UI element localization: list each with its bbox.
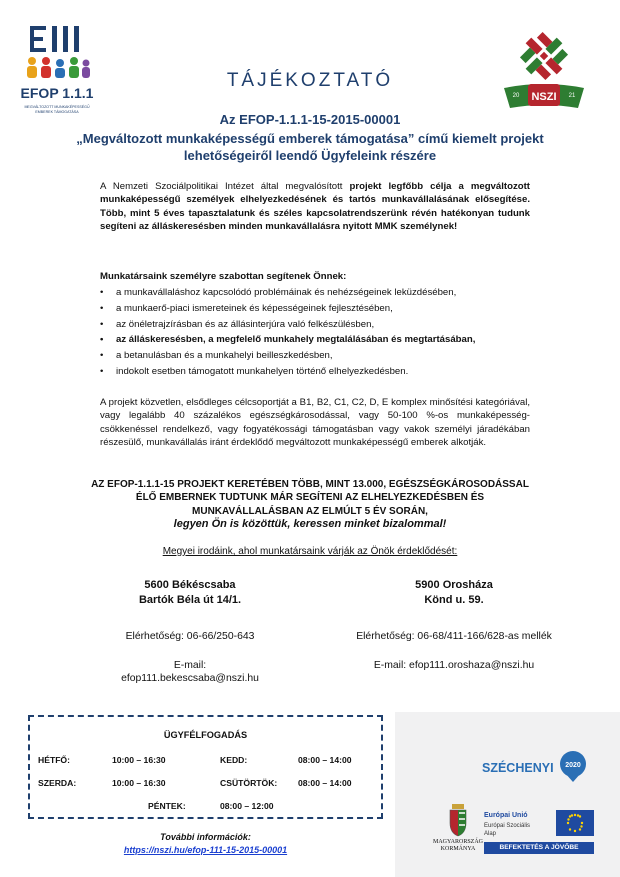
office-email-label: E-mail: xyxy=(173,660,207,671)
eu-flag-icon xyxy=(556,810,594,836)
eu-title: Európai Unió xyxy=(484,812,528,819)
office-street: Bartók Béla út 14/1. xyxy=(138,594,242,606)
government-label xyxy=(425,839,491,853)
list-item: • az álláskeresésben, a megfelelő munkahely megtalálásában és megtartásában, xyxy=(100,332,540,348)
government-line1: MAGYARORSZÁG xyxy=(432,839,483,845)
szechenyi-text: SZÉCHENYI xyxy=(482,761,554,775)
office-email[interactable]: E-mail: efop111.oroshaza@nszi.hu xyxy=(373,660,535,671)
help-list xyxy=(100,285,540,380)
eu-fund-label xyxy=(484,822,530,838)
project-title: „Megváltozott munkaképességű emberek támogatása” című kiemelt projekt lehetőségeiről leendő Ügyfeleink részére xyxy=(76,131,544,163)
eu-fund-line1: Európai Szociális xyxy=(484,823,531,829)
eu-fund-line2: Alap xyxy=(484,831,497,837)
opening-hours-title: ÜGYFÉLFOGADÁS xyxy=(163,730,248,740)
szechenyi-pin-icon xyxy=(556,749,590,783)
nszi-year-left: 20 xyxy=(512,93,520,99)
day-hours: 10:00 – 16:30 xyxy=(112,755,166,765)
intro-text: A Nemzeti Szociálpolitikai Intézet által megvalósított xyxy=(100,181,350,192)
day-hours: 08:00 – 14:00 xyxy=(298,755,352,765)
office-email[interactable]: efop111.bekescsaba@nszi.hu xyxy=(121,673,259,684)
slogan: legyen Ön is közöttük, keressen minket bizalommal! xyxy=(173,518,447,530)
list-item: • az önéletrajzírásban és az állásinterjúra való felkészülésben, xyxy=(100,317,540,333)
intro-paragraph xyxy=(100,180,530,233)
nszi-logo xyxy=(498,22,590,112)
offices-heading: Megyei irodáink, ahol munkatársaink várják az Önök érdeklődését: xyxy=(162,546,458,557)
office-bekescsaba xyxy=(90,578,290,685)
list-item: • a munkavállaláshoz kapcsolódó problémáinak és nehézségeinek leküzdésében, xyxy=(100,285,540,301)
day-label: CSÜTÖRTÖK: xyxy=(220,778,278,788)
day-label: PÉNTEK: xyxy=(148,801,186,811)
target-group-paragraph: A projekt közvetlen, elsődleges célcsoportját a B1, B2, C1, C2, D, E komplex minősítési kategóriával, vagy legalább 40 százalékos egészségkárosodással, vagy 50-100 %-os munkaképesség-csökkenéssel rendelkező, vagy fogyatékossági támogatásban vagy vakok személyi járadékában részesülő, munkavállalás iránt érdeklődő megváltozott munkaképességű emberek alkotják. xyxy=(100,397,530,448)
day-hours: 08:00 – 14:00 xyxy=(298,778,352,788)
opening-hours-box xyxy=(28,715,383,819)
day-label: KEDD: xyxy=(220,755,248,765)
more-info-link[interactable]: https://nszi.hu/efop-111-15-2015-00001 xyxy=(123,845,288,855)
government-line2: KORMÁNYA xyxy=(440,846,476,852)
svg-text:EMBEREK TÁMOGATÁSA: EMBEREK TÁMOGATÁSA xyxy=(35,110,79,114)
day-label: HÉTFŐ: xyxy=(38,755,70,765)
list-item: • indokolt esetben támogatott munkahelyen történő elhelyezkedésben. xyxy=(100,364,540,380)
list-item: • a munkaerő-piaci ismereteinek és képességeinek fejlesztésében, xyxy=(100,301,540,317)
szechenyi-year: 2020 xyxy=(565,762,581,769)
list-item: • a betanulásban és a munkahelyi beilleszkedésben, xyxy=(100,348,540,364)
page-title: TÁJÉKOZTATÓ xyxy=(226,70,394,91)
results-highlight: AZ EFOP-1.1.1-15 PROJEKT KERETÉBEN TÖBB, MINT 13.000, EGÉSZSÉGKÁROSODÁSSAL ÉLŐ EMBERNEK TUDTUNK MÁR SEGÍTENI AZ ELHELYEZKEDÉSBEN ÉS MUNKAVÁLLALÁSBAN AZ ELMÚLT 5 ÉV SORÁN, xyxy=(91,479,529,517)
nszi-logo-graphic xyxy=(498,22,590,112)
help-list-title: Munkatársaink személyre szabottan segítenek Önnek: xyxy=(100,271,347,282)
hungarian-coat-of-arms-icon xyxy=(440,803,476,837)
efop-logo-text: EFOP 1.1.1 xyxy=(20,85,94,101)
nszi-year-right: 21 xyxy=(568,93,576,99)
office-city: 5600 Békéscsaba xyxy=(144,579,236,591)
day-hours: 08:00 – 12:00 xyxy=(220,801,274,811)
office-city: 5900 Orosháza xyxy=(415,579,493,591)
eu-banner: BEFEKTETÉS A JÖVŐBE xyxy=(484,842,594,854)
office-street: Könd u. 59. xyxy=(424,594,484,606)
intro-goal-text: projekt legfőbb célja a megváltozott munkaképességű személyek elhelyezkedésének és tartós munkavállalásának elősegítése. Több, mint 5 éves tapasztalatunk és széles kapcsolatrendszerünk révén hatékonyan tudunk segíteni az álláskeresésben minden munkavállalásra nyitott MMK személynek! xyxy=(100,181,530,232)
office-phone: Elérhetőség: 06-66/250-643 xyxy=(125,631,255,642)
project-code: Az EFOP-1.1.1-15-2015-00001 xyxy=(219,112,401,127)
svg-text:MEGVÁLTOZOTT MUNKAKÉPESSÉGŰ: MEGVÁLTOZOTT MUNKAKÉPESSÉGŰ xyxy=(24,105,90,109)
nszi-logo-text: NSZI xyxy=(531,91,557,103)
day-hours: 10:00 – 16:30 xyxy=(112,778,166,788)
day-label: SZERDA: xyxy=(38,778,77,788)
office-oroshaza xyxy=(354,578,554,672)
office-phone: Elérhetőség: 06-68/411-166/628-as mellék xyxy=(356,631,552,642)
more-info-label: További információk: xyxy=(160,832,251,842)
